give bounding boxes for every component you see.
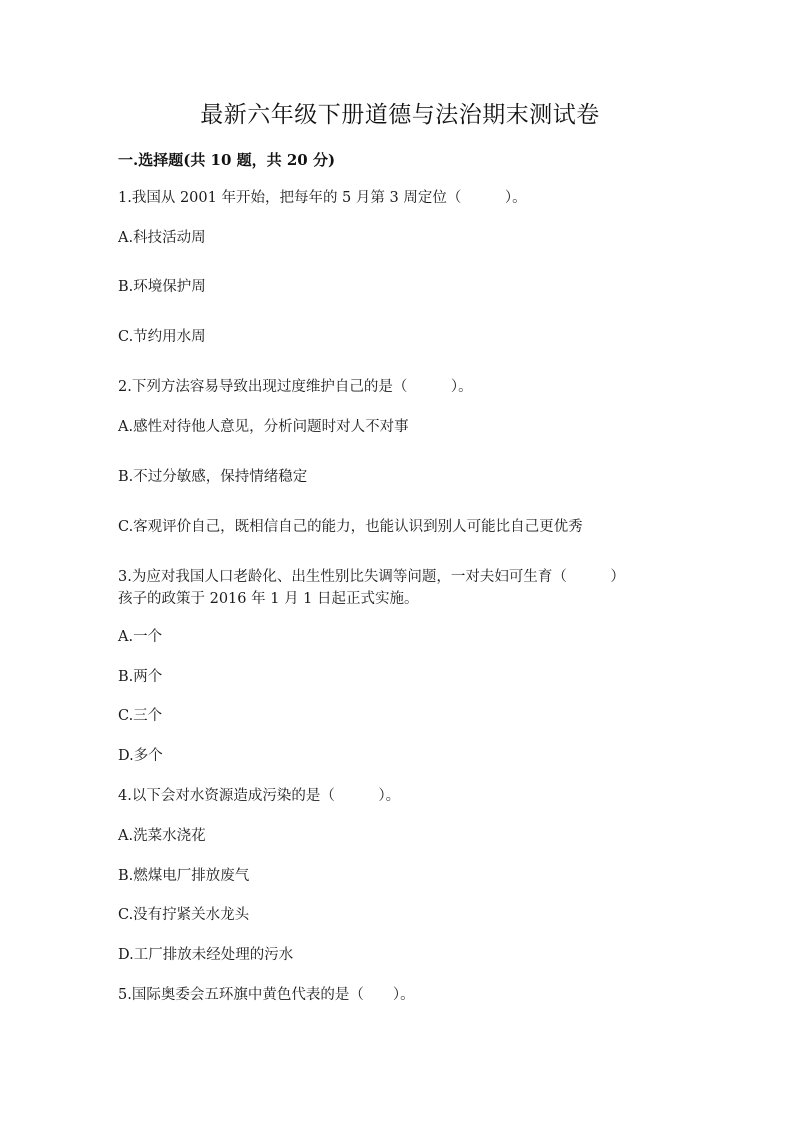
exam-title: 最新六年级下册道德与法治期末测试卷 (200, 102, 600, 128)
question-3-option-b: B.两个 (118, 669, 163, 685)
question-4-option-b: B.燃煤电厂排放废气 (118, 868, 250, 884)
question-4-option-c: C.没有拧紧关水龙头 (118, 907, 250, 923)
question-3-option-a: A.一个 (118, 629, 163, 645)
question-3-option-d: D.多个 (118, 748, 163, 764)
question-1-option-b: B.环境保护周 (118, 279, 206, 295)
question-1-option-a: A.科技活动周 (118, 230, 206, 246)
question-5-stem: 5.国际奥委会五环旗中黄色代表的是（ ）。 (118, 987, 415, 1003)
question-3-option-c: C.三个 (118, 708, 163, 724)
question-2-option-c: C.客观评价自己，既相信自己的能力，也能认识到别人可能比自己更优秀 (118, 519, 583, 535)
question-4-option-d: D.工厂排放未经处理的污水 (118, 947, 294, 963)
question-3-stem (118, 566, 678, 610)
question-4-option-a: A.洗菜水浇花 (118, 828, 206, 844)
question-1-stem: 1.我国从 2001 年开始，把每年的 5 月第 3 周定位（ ）。 (118, 190, 527, 206)
question-2-option-a: A.感性对待他人意见，分析问题时对人不对事 (118, 419, 409, 435)
section-heading: 一.选择题(共 10 题，共 20 分) (118, 151, 336, 169)
question-3-stem-line-1: 3.为应对我国人口老龄化、出生性别比失调等问题，一对夫妇可生育（ ） (118, 569, 625, 585)
question-2-option-b: B.不过分敏感，保持情绪稳定 (118, 469, 308, 485)
question-1-option-c: C.节约用水周 (118, 329, 206, 345)
question-4-stem: 4.以下会对水资源造成污染的是（ ）。 (118, 788, 401, 804)
question-2-stem: 2.下列方法容易导致出现过度维护自己的是（ ）。 (118, 379, 473, 395)
question-3-stem-line-2: 孩子的政策于 2016 年 1 月 1 日起正式实施。 (118, 591, 419, 607)
